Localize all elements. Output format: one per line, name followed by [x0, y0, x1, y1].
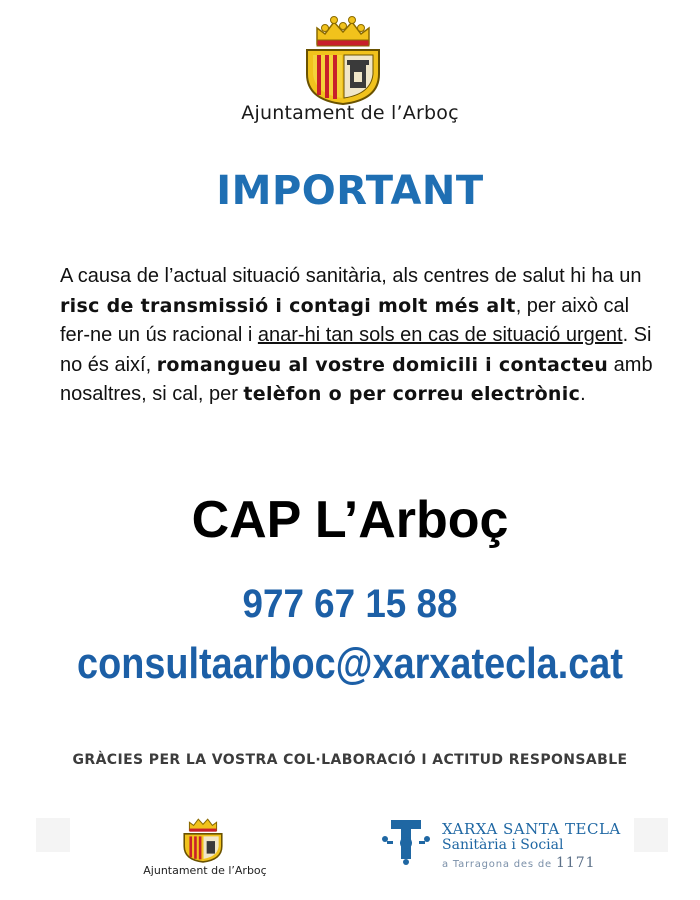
notice-text-5: .: [580, 383, 586, 405]
notice-text-2: , per això cal fer-ne un ús racional i: [60, 294, 630, 346]
santa-tecla-cross-icon: [381, 817, 431, 865]
notice-text-4: amb nosaltres, si cal, per: [60, 353, 653, 405]
footer-coat-of-arms-icon: [180, 815, 226, 863]
notice-paragraph: [60, 262, 660, 410]
santa-tecla-name: XARXA SANTA TECLA: [442, 820, 621, 838]
cap-title: CAP L’Arboç: [191, 491, 509, 549]
headline: IMPORTANT: [216, 168, 484, 214]
notice-underline-urgent: anar-hi tan sols en cas de situació urgent: [257, 324, 623, 346]
santa-tecla-year: 1171: [555, 855, 596, 871]
santa-tecla-tagline-text: a Tarragona des de: [442, 859, 552, 870]
decor-box-right: [634, 818, 668, 852]
decor-box-left: [36, 818, 70, 852]
notice-bold-contact-method: telèfon o per correu electrònic: [243, 383, 581, 405]
notice-text-3: . Si no és així,: [60, 324, 652, 376]
municipal-coat-of-arms-icon: [303, 14, 383, 106]
footer-org-name: Ajuntament de l’Arboç: [143, 864, 267, 877]
header-org-name: Ajuntament de l’Arboç: [241, 102, 459, 124]
notice-bold-risk: risc de transmissió i contagi molt més alt: [60, 294, 516, 317]
notice-text-1: A causa de l’actual situació sanitària, als centres de salut hi ha un: [60, 265, 642, 287]
santa-tecla-subtitle: Sanitària i Social: [442, 837, 564, 853]
phone-number: 977 67 15 88: [242, 582, 458, 626]
santa-tecla-tagline: [442, 855, 596, 871]
notice-bold-stay-home: romangueu al vostre domicili i contacteu: [156, 353, 609, 376]
email-address: consultaarboc@xarxatecla.cat: [77, 639, 623, 688]
thanks-message: GRÀCIES PER LA VOSTRA COL·LABORACIÓ I ACTITUD RESPONSABLE: [72, 752, 628, 768]
